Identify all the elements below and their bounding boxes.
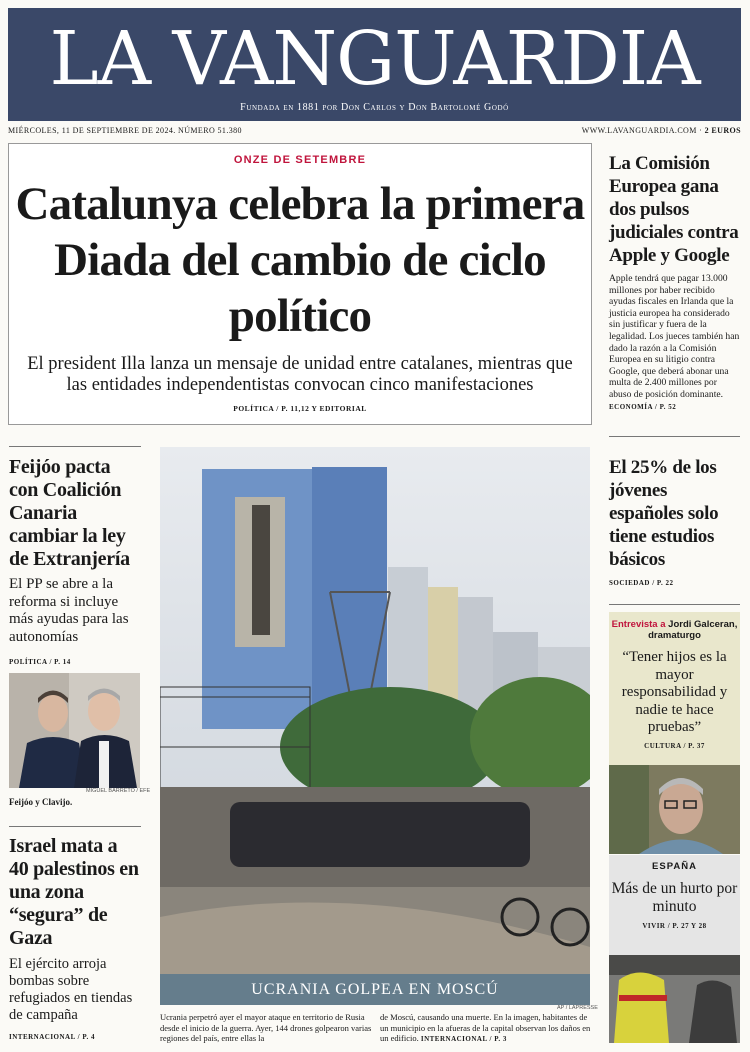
youth-headline[interactable]: El 25% de los jóvenes españoles solo tiene estudios básicos	[609, 457, 719, 570]
espana-box[interactable]	[609, 855, 740, 955]
ukraine-text-col1: Ucrania perpetró ayer el mayor ataque en territorio de Rusia desde el inicio de la guerra. Ayer, 144 drones golpearon varias regiones del país, entre ellas la	[160, 1012, 372, 1043]
police-photo	[609, 955, 740, 1043]
apple-page-ref: ECONOMÍA / P. 52	[609, 402, 677, 411]
youth-story[interactable]	[609, 456, 740, 587]
interview-role: dramaturgo	[648, 630, 701, 641]
lead-dek: El president Illa lanza un mensaje de unidad entre catalanes, mientras que las entidades independentistas convocan cinco manifestaciones	[27, 354, 573, 395]
lead-page-ref: POLÍTICA / P. 11,12 Y EDITORIAL	[233, 404, 367, 413]
ukraine-text-col2-body: de Moscú, causando una muerte. En la imagen, habitantes de un municipio en la afueras de la capital observan los daños en un edificio.	[380, 1012, 591, 1043]
dateline	[8, 126, 741, 138]
interview-box[interactable]	[609, 612, 740, 765]
founding-line: Fundada en 1881 por Don Carlos y Don Bartolomé Godó	[240, 102, 509, 113]
apple-google-story[interactable]	[609, 152, 740, 413]
masthead	[8, 8, 741, 121]
feijoo-page-ref: POLÍTICA / P. 14	[9, 658, 71, 666]
ukraine-text-col2	[380, 1012, 592, 1045]
divider	[9, 446, 141, 447]
galceran-portrait-image	[609, 765, 740, 854]
issue-date: MIÉRCOLES, 11 DE SEPTIEMBRE DE 2024. NÚMERO 51.380	[8, 126, 242, 135]
apple-body-text: Apple tendrá que pagar 13.000 millones por haber recibido ayudas fiscales en Irlanda que la justicia europea ha considerado sin justificar y fuera de la legalidad. Los jueces también han dado la razón a la Comisión Europea en su litigio contra Google, que deberá abonar una multa de 2.400 millones por abuso de posición dominante.	[609, 273, 740, 400]
gaza-page-ref: INTERNACIONAL / P. 4	[9, 1033, 95, 1041]
feijoo-photo-caption: Feijóo y Clavijo.	[9, 797, 73, 807]
photo-label: UCRANIA GOLPEA EN MOSCÚ	[160, 974, 590, 1005]
ukraine-page-ref: INTERNACIONAL / P. 3	[420, 1035, 507, 1043]
lead-kicker: ONZE DE SETEMBRE	[233, 154, 367, 166]
espana-page-ref: VIVIR / P. 27 Y 28	[642, 922, 707, 930]
interview-page-ref: CULTURA / P. 37	[644, 741, 705, 750]
lead-headline[interactable]: Catalunya celebra la primera Diada del cambio de ciclo político	[15, 178, 585, 342]
site-url[interactable]: WWW.LAVANGUARDIA.COM	[581, 126, 697, 135]
newspaper-logo[interactable]: LA VANGUARDIA	[49, 16, 700, 102]
divider	[9, 826, 141, 827]
interview-kicker	[609, 619, 740, 641]
divider	[609, 436, 740, 437]
gaza-headline[interactable]: Israel mata a 40 palestinos en una zona “segura” de Gaza	[9, 835, 139, 949]
galceran-photo	[609, 765, 740, 854]
separator: ·	[696, 126, 705, 135]
feijoo-clavijo-photo	[9, 673, 140, 788]
feijoo-clavijo-image	[9, 673, 140, 788]
apple-headline[interactable]: La Comisión Europea gana dos pulsos judiciales contra Apple y Google	[609, 153, 739, 266]
police-image	[609, 955, 740, 1043]
price: 2 EUROS	[704, 126, 741, 135]
interview-name: Jordi Galceran,	[668, 619, 738, 630]
moscow-building-image	[160, 447, 590, 1005]
feijoo-photo-credit: MIGUEL BARRETO / EFE	[86, 788, 151, 794]
gaza-body: El ejército arroja bombas sobre refugiados en tiendas de campaña	[9, 956, 133, 1023]
lead-story[interactable]	[8, 143, 592, 425]
feijoo-body: El PP se abre a la reforma si incluye más ayudas para las autonomías	[9, 576, 129, 645]
feijoo-headline[interactable]: Feijóo pacta con Coalición Canaria cambiar la ley de Extranjería	[9, 456, 130, 570]
site-and-price	[582, 126, 741, 135]
espana-kicker: ESPAÑA	[652, 861, 697, 872]
interview-label: Entrevista a	[611, 619, 666, 630]
photo-credit: AP / LAPRESSE	[557, 1005, 598, 1011]
divider	[609, 604, 740, 605]
apple-body	[609, 273, 740, 413]
gaza-story[interactable]	[9, 835, 141, 1041]
youth-page-ref: SOCIEDAD / P. 22	[609, 579, 674, 587]
interview-quote[interactable]: “Tener hijos es la mayor responsabilidad y nadie te hace pruebas”	[621, 649, 728, 735]
moscow-attack-photo	[160, 447, 590, 1005]
feijoo-story[interactable]	[9, 456, 141, 666]
espana-headline[interactable]: Más de un hurto por minuto	[611, 880, 738, 915]
